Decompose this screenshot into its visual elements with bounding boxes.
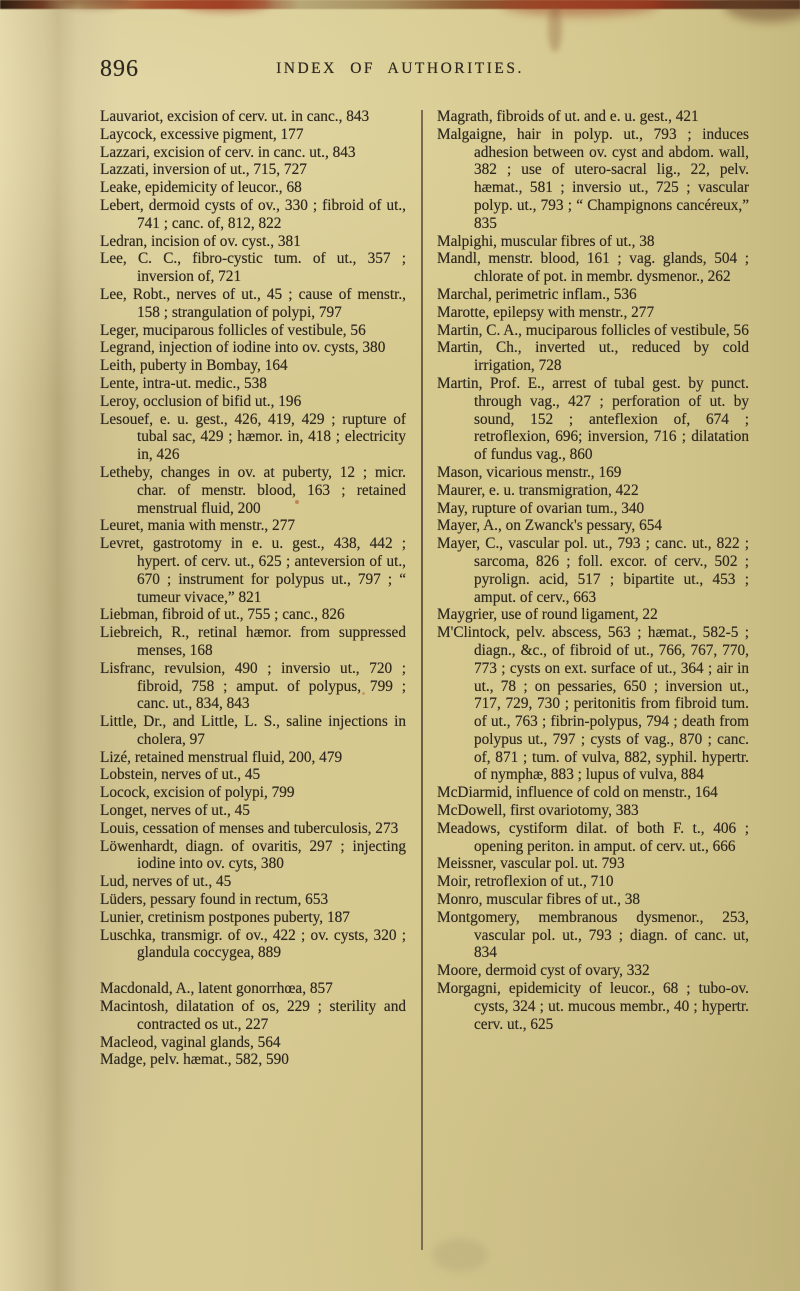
index-entry: Mandl, menstr. blood, 161 ; vag. glands, 504 ; chlorate of pot. in membr. dysmenor., 262 — [437, 250, 749, 286]
index-entry: Monro, muscular fibres of ut., 38 — [437, 891, 641, 909]
paper-smudge — [432, 1238, 488, 1272]
index-entry: Longet, nerves of ut., 45 — [100, 802, 250, 820]
index-entry: Malpighi, muscular fibres of ut., 38 — [437, 232, 655, 250]
index-entry: Lee, Robt., nerves of ut., 45 ; cause of menstr., 158 ; strangulation of polypi, 797 — [100, 285, 406, 321]
index-entry: Lisfranc, revulsion, 490 ; inversio ut., 720 ; fibroid, 758 ; amput. of polypus, 799 ; canc. ut., 834, 843 — [100, 659, 406, 713]
left-column — [100, 108, 406, 1069]
index-entry: Lebert, dermoid cysts of ov., 330 ; fibroid of ut., 741 ; canc. of, 812, 822 — [100, 196, 406, 232]
index-entry: Martin, Prof. E., arrest of tubal gest. by punct. through vag., 427 ; perforation of ut. by sound, 152 ; anteflexion of, 674 ; retroflexion, 696; inversion, 716 ; dilatation of fundus vag., 860 — [437, 374, 749, 464]
index-entry: Morgagni, epidemicity of leucor., 68 ; tubo-ov. cysts, 324 ; ut. mucous membr., 40 ; hypertr. cerv. ut., 625 — [437, 980, 749, 1033]
index-entry: Martin, C. A., muciparous follicles of vestibule, 56 — [437, 321, 749, 339]
index-entry: Lazzati, inversion of ut., 715, 727 — [100, 161, 307, 179]
index-entry: May, rupture of ovarian tum., 340 — [437, 499, 645, 517]
index-entry: Maurer, e. u. transmigration, 422 — [437, 481, 639, 499]
entry-group-M — [437, 108, 749, 1033]
index-entry: Lizé, retained menstrual fluid, 200, 479 — [100, 748, 343, 766]
index-entry: Lüders, pessary found in rectum, 653 — [100, 891, 329, 909]
index-entry: Mason, vicarious menstr., 169 — [437, 463, 622, 481]
index-entry: Letheby, changes in ov. at puberty, 12 ; micr. char. of menstr. blood, 163 ; retained menstrual fluid, 200 — [100, 463, 406, 517]
index-entry: Martin, Ch., inverted ut., reduced by cold irrigation, 728 — [437, 339, 749, 375]
index-entry: Moir, retroflexion of ut., 710 — [437, 873, 614, 891]
page-title: INDEX OF AUTHORITIES. — [276, 60, 524, 77]
index-entry: Mayer, A., on Zwanck's pessary, 654 — [437, 517, 663, 535]
paper-stain — [548, 4, 562, 52]
index-entry: Liebman, fibroid of ut., 755 ; canc., 826 — [100, 606, 345, 624]
index-entry: Macleod, vaginal glands, 564 — [100, 1033, 281, 1051]
index-entry: Magrath, fibroids of ut. and e. u. gest., 421 — [437, 108, 699, 125]
index-entry: Macintosh, dilatation of os, 229 ; sterility and contracted os ut., 227 — [100, 998, 406, 1033]
index-entry: Leuret, mania with menstr., 277 — [100, 517, 295, 535]
index-entry: Moore, dermoid cyst of ovary, 332 — [437, 962, 650, 980]
index-entry: Louis, cessation of menses and tuberculosis, 273 — [100, 819, 399, 837]
column-divider-rule — [421, 110, 423, 1250]
index-entry: Little, Dr., and Little, L. S., saline injections in cholera, 97 — [100, 713, 406, 748]
index-entry: Leger, muciparous follicles of vestibule, 56 — [100, 321, 366, 339]
index-entry: Marchal, perimetric inflam., 536 — [437, 285, 637, 303]
index-entry: Lazzari, excision of cerv. in canc. ut., 843 — [100, 143, 356, 161]
index-entry: Marotte, epilepsy with menstr., 277 — [437, 303, 655, 321]
index-entry: Lente, intra-ut. medic., 538 — [100, 374, 267, 392]
index-entry: Löwenhardt, diagn. of ovaritis, 297 ; injecting iodine into ov. cyts, 380 — [100, 837, 406, 873]
index-entry: Leith, puberty in Bombay, 164 — [100, 357, 288, 375]
index-entry: Legrand, injection of iodine into ov. cysts, 380 — [100, 339, 386, 357]
right-column — [437, 108, 749, 1033]
index-entry: McDiarmid, influence of cold on menstr., 164 — [437, 784, 718, 802]
index-entry: Maygrier, use of round ligament, 22 — [437, 606, 658, 624]
page-number: 896 — [100, 56, 139, 82]
index-entry: Leroy, occlusion of bifid ut., 196 — [100, 392, 302, 410]
index-entry: Leake, epidemicity of leucor., 68 — [100, 179, 302, 197]
index-entry: Luschka, transmigr. of ov., 422 ; ov. cysts, 320 ; glandula coccygea, 889 — [100, 926, 406, 962]
index-entry: Meissner, vascular pol. ut. 793 — [437, 855, 625, 873]
index-entry: Lobstein, nerves of ut., 45 — [100, 766, 261, 784]
index-entry: Meadows, cystiform dilat. of both F. t., 406 ; opening periton. in amput. of cerv. ut., 666 — [437, 819, 749, 855]
index-entry: Laycock, excessive pigment, 177 — [100, 125, 304, 143]
index-entry: Madge, pelv. hæmat., 582, 590 — [100, 1051, 289, 1069]
index-entry: Lesouef, e. u. gest., 426, 419, 429 ; rupture of tubal sac, 429 ; hæmor. in, 418 ; electricity in, 426 — [100, 410, 406, 464]
index-entry: Macdonald, A., latent gonorrhœa, 857 — [100, 980, 333, 998]
index-entry: Ledran, incision of ov. cyst., 381 — [100, 232, 301, 250]
entry-group-L — [100, 108, 406, 962]
index-entry: M'Clintock, pelv. abscess, 563 ; hæmat., 582-5 ; diagn., &c., of fibroid of ut., 766, 767, 770, 773 ; cysts on ext. surface of ut., 364 ; air in ut., 78 ; on pessaries, 650 ; inversion ut., 717, 729, 730 ; peritonitis from fibroid tum. of ut., 763 ; fibrin-polypus, 794 ; death from polypus ut., 797 ; cysts of vag., 870 ; canc. of, 871 ; tum. of vulva, 882, syphil. hypertr. of nymphæ, 883 ; lupus of vulva, 884 — [437, 624, 749, 784]
index-entry: Lee, C. C., fibro-cystic tum. of ut., 357 ; inversion of, 721 — [100, 250, 406, 286]
index-entry: Mayer, C., vascular pol. ut., 793 ; canc. ut., 822 ; sarcoma, 826 ; foll. excor. of cerv., 502 ; pyrolign. acid, 517 ; bipartite ut., 453 ; amput. of cerv., 663 — [437, 535, 749, 606]
index-entry: Liebreich, R., retinal hæmor. from suppressed menses, 168 — [100, 624, 406, 659]
index-entry: Levret, gastrotomy in e. u. gest., 438, 442 ; hypert. of cerv. ut., 625 ; anteversion of ut., 670 ; instrument for polypus ut., 797 ; “ tumeur vivace,” 821 — [100, 535, 406, 606]
index-entry: Lauvariot, excision of cerv. ut. in canc., 843 — [100, 108, 370, 125]
entry-group-Mac — [100, 980, 406, 1069]
index-entry: Malgaigne, hair in polyp. ut., 793 ; induces adhesion between ov. cyst and abdom. wall, 382 ; use of utero-sacral lig., 22, pelv. hæmat., 581 ; inversio ut., 725 ; vascular polyp. ut., 793 ; “ Champignons cancéreux,” 835 — [437, 125, 749, 232]
index-entry: Lud, nerves of ut., 45 — [100, 873, 232, 891]
index-entry: Montgomery, membranous dysmenor., 253, vascular pol. ut., 793 ; diagn. of canc. ut, 834 — [437, 908, 749, 962]
index-entry: Lunier, cretinism postpones puberty, 187 — [100, 908, 350, 926]
index-entry: Locock, excision of polypi, 799 — [100, 784, 295, 802]
index-entry: McDowell, first ovariotomy, 383 — [437, 802, 639, 820]
page-top-edge-stain — [0, 0, 800, 9]
